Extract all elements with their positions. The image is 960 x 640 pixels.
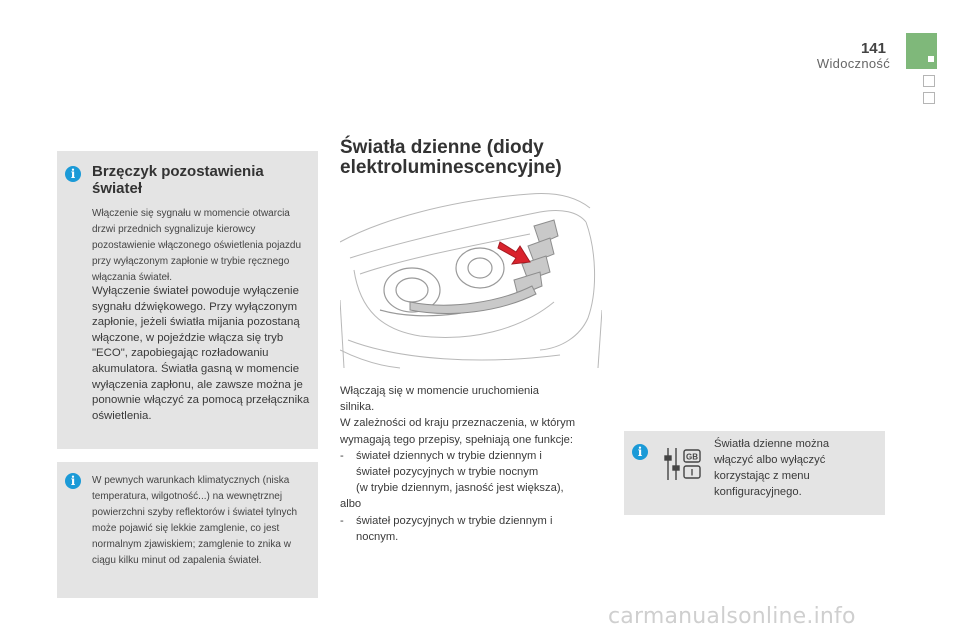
bullet-2-text: świateł pozycyjnych w trybie dziennym i: [356, 514, 553, 527]
bullet-1-text: świateł dziennych w trybie dziennym i: [356, 449, 542, 462]
main-title-line-1: Światła dzienne (diody: [340, 137, 544, 158]
para-line-2: wymagają tego przepisy, spełniają one funkcje:: [340, 433, 573, 446]
config-text: [714, 436, 864, 500]
info-icon: i: [632, 444, 648, 460]
watermark: carmanualsonline.info: [608, 604, 856, 629]
daytime-lights-description: [340, 383, 610, 545]
fogging-text: W pewnych warunkach klimatycznych (niska temperatura, wilgotność...) na wewnętrznej powierzchni szyby reflektorów i świateł tylnych może pojawić się lekkie zamglenie, co jest normalnym zjawiskiem; zamglenie to znika w ciągu kilku minut od zapalenia świateł.: [92, 475, 298, 566]
intro-line-2: silnika.: [340, 401, 375, 414]
tab-marker: [928, 56, 934, 62]
main-title: [340, 138, 562, 178]
bullet-1-line-3: (w trybie dziennym, jasność jest większa),: [356, 482, 564, 495]
config-line-4: konfiguracyjnego.: [714, 486, 802, 498]
config-line-1: Światła dzienne można: [714, 438, 830, 450]
headlamp-illustration: [340, 190, 602, 370]
bullet-2-line-1: [340, 513, 610, 529]
section-title: Widoczność: [816, 56, 890, 71]
bullet-dash: -: [340, 449, 344, 462]
chapter-tab-active[interactable]: [906, 33, 937, 69]
i-label: I: [690, 467, 694, 478]
info-icon: i: [65, 166, 81, 182]
bullet-1-line-2: świateł pozycyjnych w trybie nocnym: [356, 466, 539, 479]
panel-main-text: Wyłączenie świateł powoduje wyłączenie sygnału dźwiękowego. Przy wyłączonym zapłonie, jeżeli światła mijania pozostaną włączone, w pojeździe włącza się tryb "ECO", zapobiegając rozładowaniu akumulatora. Światła gasną w momencie wyłączenia zapłonu, ale zawsze można je ponownie włączyć za pomocą przełącznika oświetlenia.: [92, 285, 310, 422]
para-line-1: W zależności od kraju przeznaczenia, w którym: [340, 417, 576, 430]
panel-small-text: Włączenie się sygnału w momencie otwarcia drzwi przednich sygnalizuje kierowcy pozostawienie włączonego oświetlenia pojazdu przy wyłączonym zapłonie w trybie ręcznego włączania świateł.: [92, 208, 302, 283]
gb-label: GB: [686, 452, 698, 462]
config-line-3: korzystając z menu: [714, 470, 810, 482]
page-number: 141: [860, 40, 886, 57]
info-icon: i: [65, 473, 81, 489]
config-menu-icon: [662, 444, 702, 484]
main-title-line-2: elektroluminescencyjne): [340, 157, 562, 178]
config-line-2: włączyć albo wyłączyć: [714, 454, 826, 466]
bullet-dash: -: [340, 514, 344, 527]
panel-title: Brzęczyk pozostawienia świateł: [92, 163, 264, 197]
intro-line-1: Włączają się w momencie uruchomienia: [340, 385, 539, 397]
bullet-1-line-1: [340, 448, 610, 464]
or-text: albo: [340, 498, 362, 511]
chapter-tab-2[interactable]: [923, 92, 935, 104]
bullet-2-line-2: nocnym.: [356, 530, 399, 543]
chapter-tab-1[interactable]: [923, 75, 935, 87]
